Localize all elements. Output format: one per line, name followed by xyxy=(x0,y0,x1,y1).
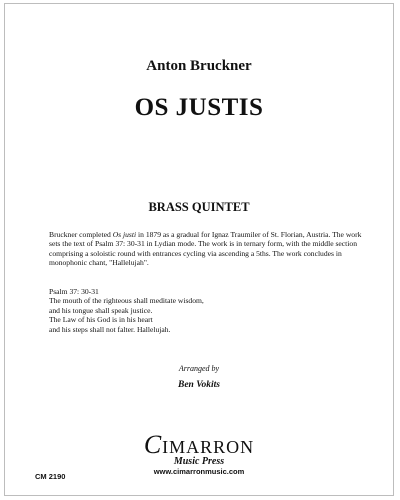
composer-name: Anton Bruckner xyxy=(146,58,252,74)
publisher-subtitle: Music Press xyxy=(173,456,225,467)
psalm-line: and his steps shall not falter. Hallelujah. xyxy=(49,324,171,334)
publisher-initial: C xyxy=(143,430,163,459)
ensemble-label: BRASS QUINTET xyxy=(148,200,250,214)
publisher-name xyxy=(5,430,393,459)
program-note-work-title: Os justi xyxy=(112,230,137,239)
psalm-reference: Psalm 37: 30-31 xyxy=(49,287,99,296)
arranged-by-label: Arranged by xyxy=(178,364,220,373)
psalm-line: The Law of his God is in his heart xyxy=(49,315,153,325)
program-note-text xyxy=(49,230,365,268)
score-cover-page xyxy=(4,3,394,496)
publisher-url: www.cimarronmusic.com xyxy=(153,467,245,476)
psalm-line: and his tongue shall speak justice. xyxy=(49,305,153,315)
psalm-line: The mouth of the righteous shall meditate wisdom, xyxy=(49,296,204,306)
publisher-name-rest: IMARRON xyxy=(162,437,255,457)
arranger-name: Ben Vokits xyxy=(178,380,220,390)
work-title: OS JUSTIS xyxy=(134,94,264,121)
program-note-rest: in 1879 as a gradual for Ignaz Traumiler of St. Florian, Austria. The work sets the text of Psalm 37: 30-31 in Lydian mode. The work is in ternary form, with the middle section comprising a soloistic round with entrances cycling via ascending a 5ths. The work concludes in monophonic chant, "Hallelujah". xyxy=(49,230,362,268)
psalm-text xyxy=(49,287,359,334)
publisher-logo xyxy=(5,430,393,476)
program-note xyxy=(49,230,365,268)
catalog-number: CM 2190 xyxy=(35,472,66,481)
program-note-lead: Bruckner completed xyxy=(49,230,113,239)
